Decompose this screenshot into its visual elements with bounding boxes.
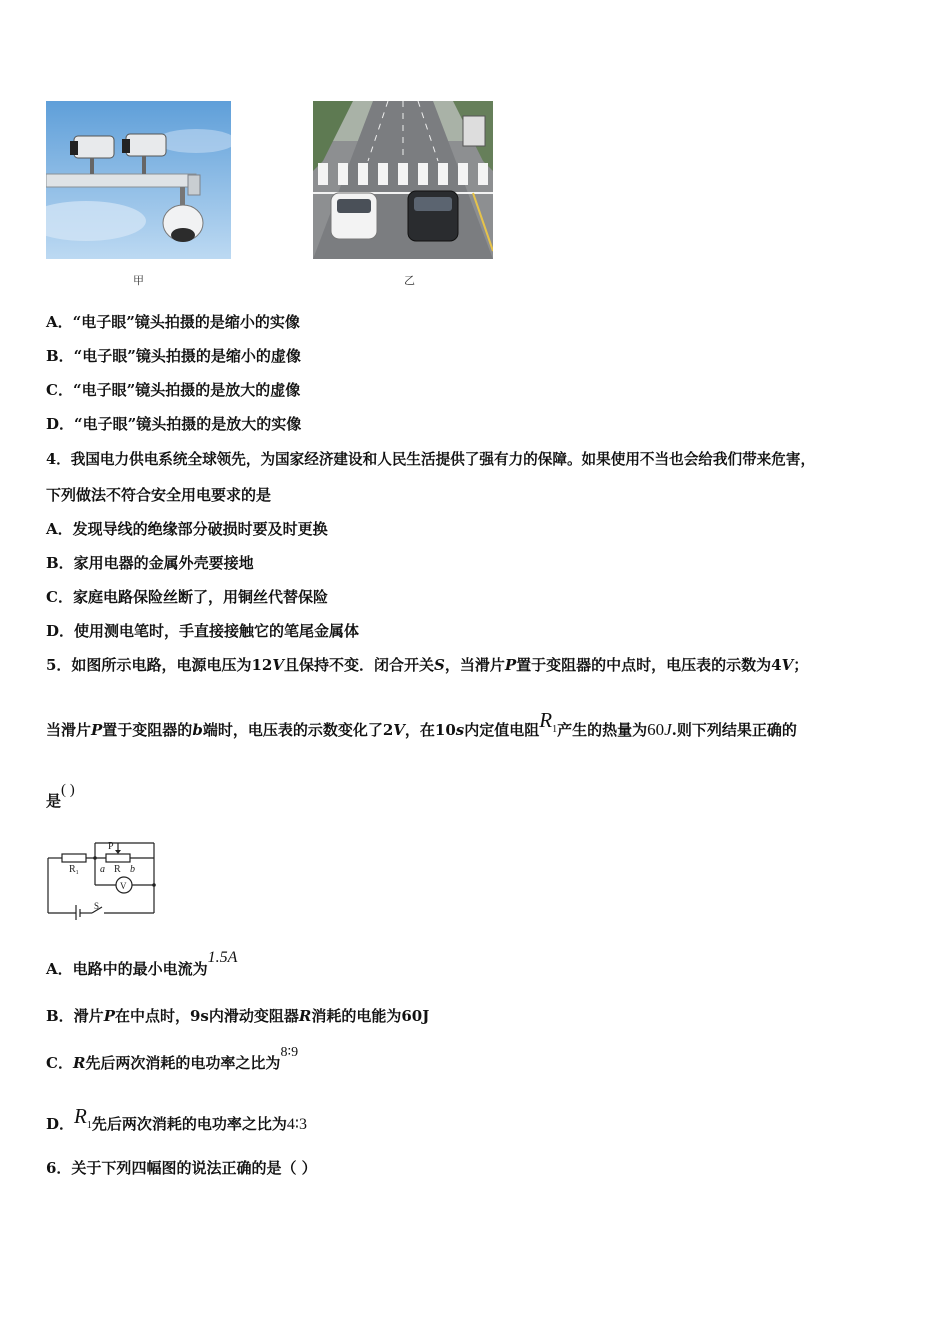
q4-option-b: B．家用电器的金属外壳要接地 (46, 554, 254, 572)
q3-option-b: B．“电子眼”镜头拍摄的是缩小的虚像 (46, 347, 301, 365)
q3-option-a: A．“电子眼”镜头拍摄的是缩小的实像 (46, 313, 300, 331)
circuit-label-r1: $R_1$ (69, 864, 79, 876)
q5-option-c: C．R先后两次消耗的电功率之比为8∶9 (46, 1045, 299, 1072)
q4-option-d: D．使用测电笔时，手直接接触它的笔尾金属体 (46, 622, 360, 640)
q5-stem-line1: 5．如图所示电路，电源电压为12V且保持不变．闭合开关S，当滑片P置于变阻器的中点时，电压表的示数为4V； (46, 656, 809, 674)
circuit-label-v: V (120, 881, 127, 891)
q3-option-d: D．“电子眼”镜头拍摄的是放大的实像 (46, 415, 302, 433)
q6-stem: 6．关于下列四幅图的说法正确的是（ ） (46, 1159, 317, 1177)
q5-option-d: D．$R_1$先后两次消耗的电功率之比为4∶3 (46, 1104, 308, 1133)
q5-option-b: B．滑片P在中点时，9s内滑动变阻器R消耗的电能为60J (46, 1007, 430, 1025)
r1-symbol: $R_1$ (539, 708, 558, 736)
r1-symbol-option-d: $R_1$ (74, 1104, 92, 1132)
q5-stem-line2: 当滑片P置于变阻器的b端时，电压表的示数变化了2V，在10s内定值电阻$R_1$产生的热量为60J.则下列结果正确的 (46, 708, 797, 739)
circuit-label-r: R (114, 864, 121, 875)
circuit-label-b: b (130, 864, 135, 875)
q4-option-a: A．发现导线的绝缘部分破损时要及时更换 (46, 520, 328, 538)
figure-left-caption: 甲 (133, 274, 144, 287)
circuit-svg (44, 835, 159, 920)
circuit-label-a: a (100, 864, 105, 875)
circuit-label-p: P (108, 841, 114, 852)
figure-right-caption: 乙 (404, 274, 415, 287)
circuit-diagram (44, 835, 159, 920)
q4-stem-line2: 下列做法不符合安全用电要求的是 (46, 486, 272, 504)
road-illustration (313, 101, 493, 259)
figure-camera-photo (46, 101, 231, 259)
q5-option-a: A．电路中的最小电流为1.5A (46, 949, 238, 978)
q4-stem-line1: 4．我国电力供电系统全球领先，为国家经济建设和人民生活提供了强有力的保障。如果使用不当也会给我们带来危害， (46, 451, 816, 468)
q3-option-c: C．“电子眼”镜头拍摄的是放大的虚像 (46, 381, 301, 399)
q5-stem-line3: 是( ) (46, 782, 75, 810)
circuit-label-s: S (94, 901, 100, 911)
q4-option-c: C．家庭电路保险丝断了，用铜丝代替保险 (46, 588, 328, 606)
camera-illustration (46, 101, 231, 259)
figure-road-photo (313, 101, 493, 259)
